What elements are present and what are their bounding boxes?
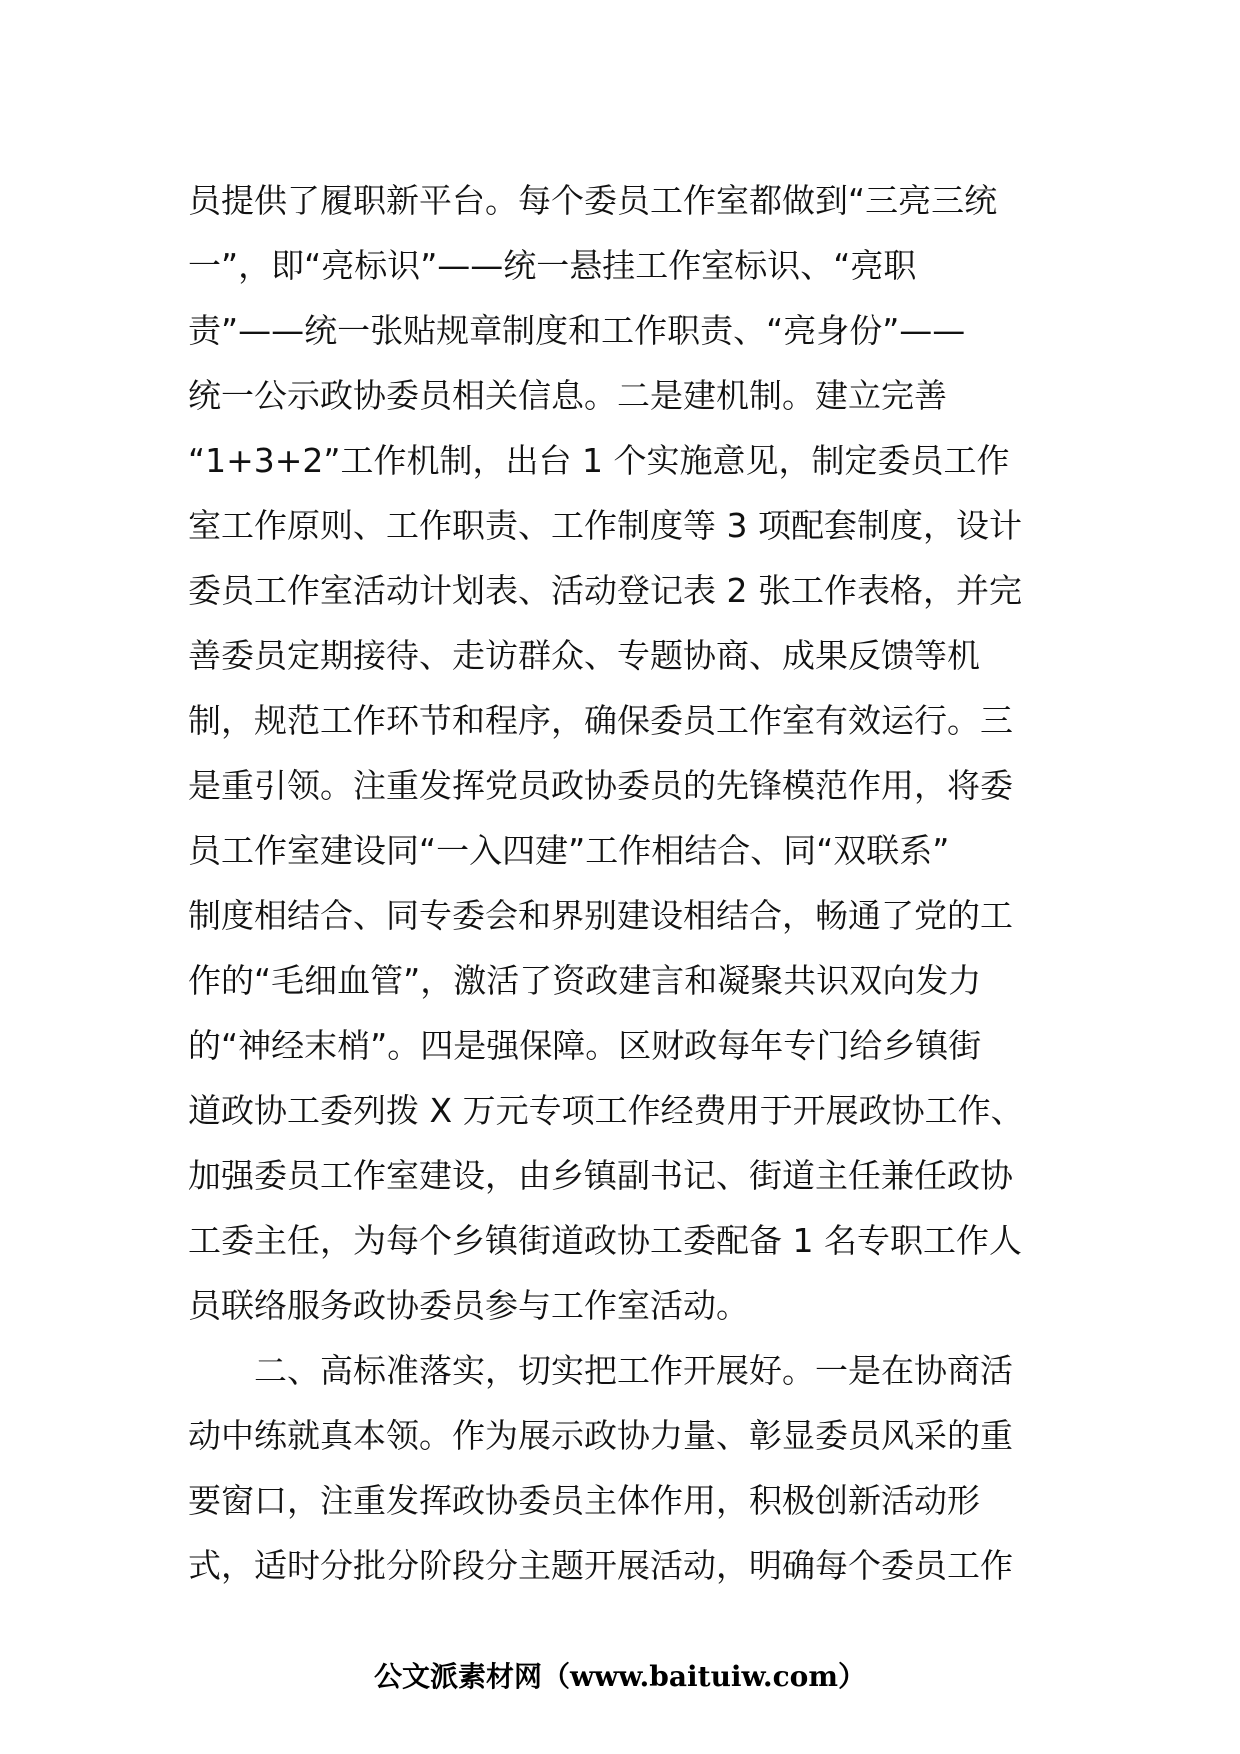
- text-line: 作的“毛细血管”，激活了资政建言和凝聚共识双向发力: [188, 961, 982, 1000]
- text-line: 善委员定期接待、走访群众、专题协商、成果反馈等机: [188, 636, 980, 675]
- text-line: 加强委员工作室建设，由乡镇副书记、街道主任兼任政协: [188, 1156, 1013, 1195]
- text-line: 要窗口，注重发挥政协委员主体作用，积极创新活动形: [188, 1481, 980, 1520]
- footer-watermark: 公文派素材网（www.baituiw.com）: [374, 1660, 866, 1693]
- text-line: 工委主任，为每个乡镇街道政协工委配备 1 名专职工作人: [188, 1221, 1022, 1260]
- text-line: 委员工作室活动计划表、活动登记表 2 张工作表格，并完: [188, 571, 1022, 610]
- text-line: 室工作原则、工作职责、工作制度等 3 项配套制度，设计: [188, 506, 1022, 545]
- text-line: 制度相结合、同专委会和界别建设相结合，畅通了党的工: [188, 896, 1013, 935]
- text-line: 道政协工委列拨 X 万元专项工作经费用于开展政协工作、: [188, 1091, 1024, 1130]
- text-line: 员联络服务政协委员参与工作室活动。: [188, 1286, 749, 1325]
- text-line: 动中练就真本领。作为展示政协力量、彰显委员风采的重: [188, 1416, 1013, 1455]
- text-line: 责”——统一张贴规章制度和工作职责、“亮身份”——: [188, 311, 966, 350]
- text-line: 的“神经末梢”。四是强保障。区财政每年专门给乡镇街: [188, 1026, 982, 1065]
- text-line: 制，规范工作环节和程序，确保委员工作室有效运行。三: [188, 701, 1013, 740]
- text-line: 式，适时分批分阶段分主题开展活动，明确每个委员工作: [188, 1546, 1013, 1585]
- text-line: “1+3+2”工作机制，出台 1 个实施意见，制定委员工作: [188, 441, 1010, 480]
- text-line: 一”，即“亮标识”——统一悬挂工作室标识、“亮职: [188, 246, 917, 285]
- text-line: 是重引领。注重发挥党员政协委员的先锋模范作用，将委: [188, 766, 1013, 805]
- text-line: 员提供了履职新平台。每个委员工作室都做到“三亮三统: [188, 181, 998, 220]
- paragraph-heading-line: 二、高标准落实，切实把工作开展好。一是在协商活: [188, 1351, 1013, 1390]
- text-line: 员工作室建设同“一入四建”工作相结合、同“双联系”: [188, 831, 950, 870]
- text-line: 统一公示政协委员相关信息。二是建机制。建立完善: [188, 376, 947, 415]
- body-text: [188, 168, 1058, 1598]
